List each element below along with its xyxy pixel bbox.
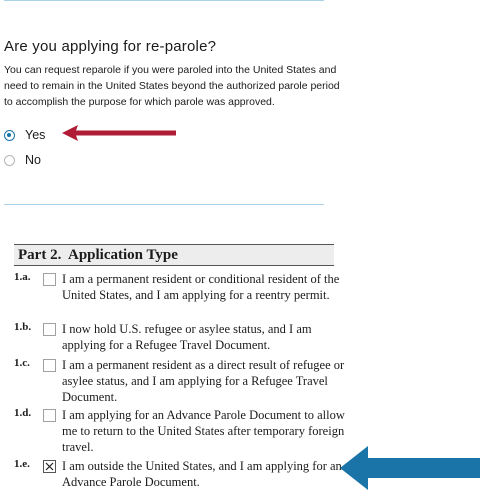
middle-divider [4, 204, 324, 205]
checkbox-1b[interactable] [43, 323, 56, 336]
option-text: I am applying for an Advance Parole Document to allow me to return to the United States after temporary foreign travel. [62, 408, 345, 454]
reparole-question: Are you applying for re-parole? [4, 38, 217, 55]
radio-option-no[interactable] [4, 151, 41, 169]
radio-yes[interactable] [4, 130, 15, 141]
top-divider [4, 0, 324, 1]
option-text: I am a permanent resident as a direct result of refugee or asylee status, and I am applying for a Refugee Travel Document. [62, 358, 345, 404]
option-number: 1.a. [14, 271, 31, 283]
arrow-red-shape [62, 125, 176, 141]
arrow-left-red-icon [62, 125, 178, 141]
option-text: I am outside the United States, and I am applying for an Advance Parole Document. [62, 459, 342, 489]
option-number: 1.d. [14, 407, 32, 419]
part-2-header [14, 244, 334, 266]
reparole-hint: You can request reparole if you were paroled into the United States and need to remain in the United States beyond the authorized parole period to accomplish the purpose for which parole was approved. [4, 64, 340, 108]
radio-no-label[interactable]: No [25, 153, 41, 167]
part-2-title: Part 2. Application Type [18, 247, 178, 263]
arrow-blue-shape [340, 446, 480, 490]
checkbox-1d[interactable] [43, 409, 56, 422]
checkbox-1e[interactable] [43, 460, 56, 473]
radio-yes-label[interactable]: Yes [25, 128, 46, 142]
checkbox-1c[interactable] [43, 359, 56, 372]
option-number: 1.e. [14, 458, 30, 470]
checkbox-1a[interactable] [43, 273, 56, 286]
radio-no[interactable] [4, 155, 15, 166]
option-text: I now hold U.S. refugee or asylee status, and I am applying for a Refugee Travel Document. [62, 322, 312, 352]
option-number: 1.b. [14, 321, 32, 333]
option-text: I am a permanent resident or conditional resident of the United States, and I am applying for a reentry permit. [62, 272, 340, 302]
checkbox-x-mark-icon [44, 461, 55, 472]
arrow-left-blue-icon [340, 446, 480, 490]
option-number: 1.c. [14, 357, 30, 369]
radio-option-yes[interactable] [4, 126, 45, 144]
